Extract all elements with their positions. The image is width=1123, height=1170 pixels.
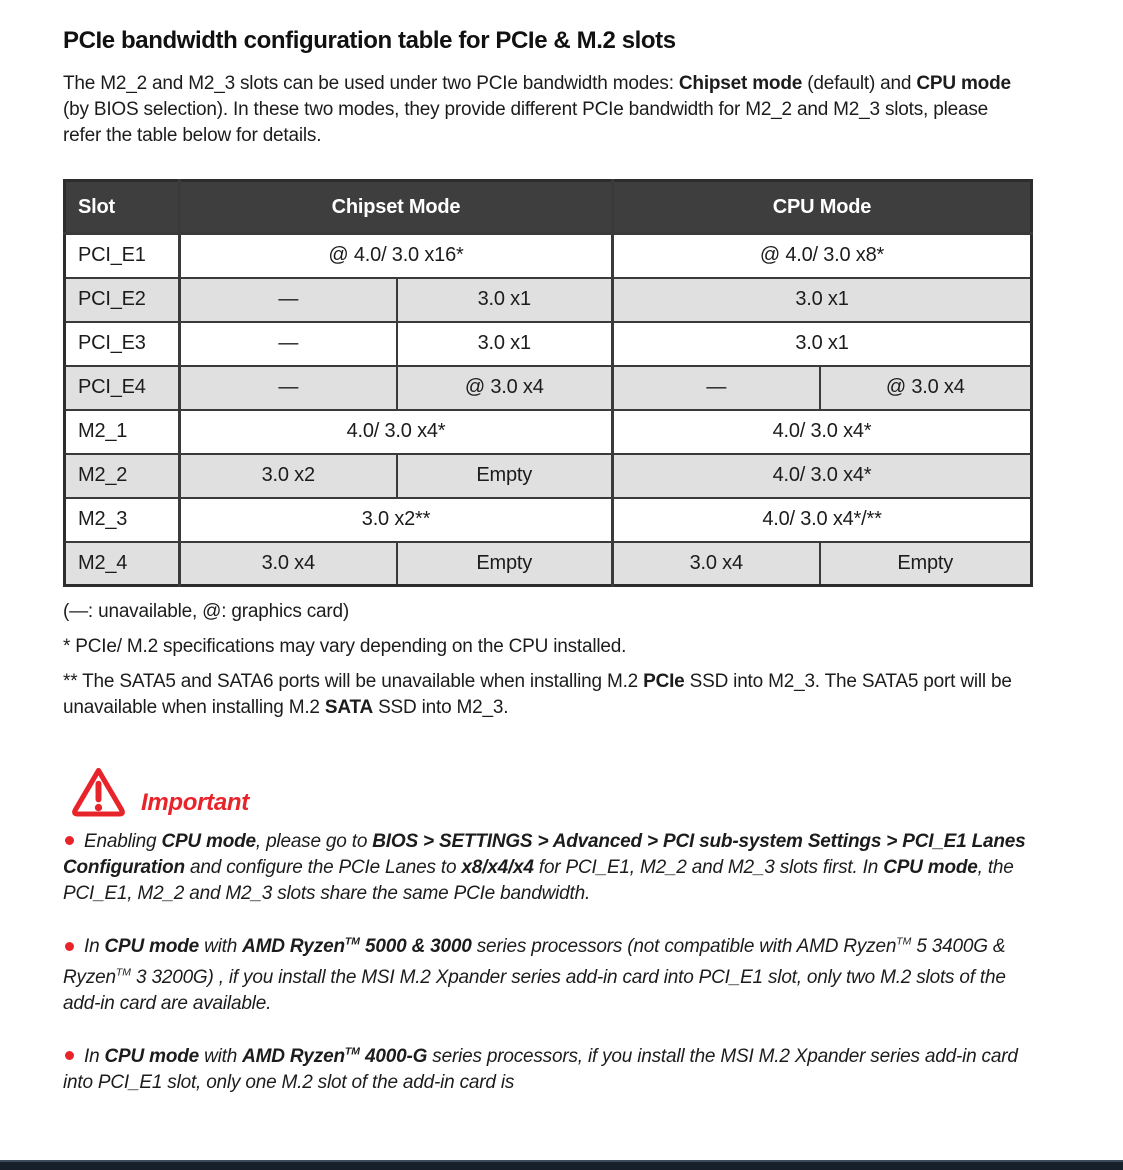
cell-m2-4-slot: M2_4 xyxy=(65,542,180,586)
note-double-asterisk: ** The SATA5 and SATA6 ports will be unavailable when installing M.2 PCIe SSD into M2_3. The SATA5 port will be unavailable when installing M.2 SATA SSD into M2_3. xyxy=(63,671,1012,718)
important-title: Important xyxy=(141,789,249,816)
bullet-dot-icon xyxy=(65,942,74,951)
cell-pci-e2-chipset-a: — xyxy=(180,278,397,322)
col-header-chipset-mode: Chipset Mode xyxy=(180,181,613,234)
cell-pci-e1-slot: PCI_E1 xyxy=(65,234,180,278)
table-legend: (—: unavailable, @: graphics card) xyxy=(63,601,350,622)
cell-m2-4-chipset-a: 3.0 x4 xyxy=(180,542,397,586)
table-row xyxy=(65,278,1032,322)
table-row xyxy=(65,498,1032,542)
cell-m2-3-slot: M2_3 xyxy=(65,498,180,542)
background-window-edge xyxy=(0,1160,1123,1170)
table-row xyxy=(65,542,1032,586)
cell-pci-e2-cpu: 3.0 x1 xyxy=(613,278,1032,322)
cell-pci-e3-chipset-a: — xyxy=(180,322,397,366)
cell-m2-1-slot: M2_1 xyxy=(65,410,180,454)
important-bullet-cpu-mode-bios xyxy=(63,829,1030,907)
cell-m2-3-cpu: 4.0/ 3.0 x4*/** xyxy=(613,498,1032,542)
bullet-text: In CPU mode with AMD Ryzen™ 4000-G series processors, if you install the MSI M.2 Xpander series add-in card into PCI_E1 slot, only one M.2 slot of the add-in card is xyxy=(63,1045,1018,1093)
cell-pci-e4-chipset-b: @ 3.0 x4 xyxy=(397,366,613,410)
cell-pci-e2-slot: PCI_E2 xyxy=(65,278,180,322)
bullet-dot-icon xyxy=(65,836,74,845)
note-single-asterisk: * PCIe/ M.2 specifications may vary depending on the CPU installed. xyxy=(63,636,627,657)
cell-pci-e2-chipset-b: 3.0 x1 xyxy=(397,278,613,322)
table-row xyxy=(65,454,1032,498)
table-header-row xyxy=(65,181,1032,234)
cell-m2-1-cpu: 4.0/ 3.0 x4* xyxy=(613,410,1032,454)
table-row xyxy=(65,366,1032,410)
cell-pci-e4-cpu-b: @ 3.0 x4 xyxy=(820,366,1032,410)
table-row xyxy=(65,322,1032,366)
cell-m2-2-slot: M2_2 xyxy=(65,454,180,498)
warning-triangle-icon xyxy=(71,766,126,818)
page-content xyxy=(63,27,1030,1096)
cell-pci-e4-cpu-a: — xyxy=(613,366,820,410)
bullet-dot-icon xyxy=(65,1051,74,1060)
important-bullet-ryzen-4000g xyxy=(63,1040,1030,1096)
important-section-header xyxy=(71,766,1030,818)
col-header-slot: Slot xyxy=(65,181,180,234)
bullet-text: In CPU mode with AMD Ryzen™ 5000 & 3000 series processors (not compatible with AMD Ryzen™ 5 3400G & Ryzen™ 3 3200G) , if you install the MSI M.2 Xpander series add-in card into PCI_E1 slot, only two M.2 slots of the add-in card are available. xyxy=(63,936,1006,1014)
cell-pci-e4-slot: PCI_E4 xyxy=(65,366,180,410)
cell-pci-e1-chipset: @ 4.0/ 3.0 x16* xyxy=(180,234,613,278)
bullet-text: Enabling CPU mode, please go to BIOS > SETTINGS > Advanced > PCI sub-system Settings > PCI_E1 Lanes Configuration and configure the PCIe Lanes to x8/x4/x4 for PCI_E1, M2_2 and M2_3 slots first. In CPU mode, the PCI_E1, M2_2 and M2_3 slots share the same PCIe bandwidth. xyxy=(63,831,1026,904)
important-bullet-ryzen-5000-3000 xyxy=(63,930,1030,1017)
table-row xyxy=(65,234,1032,278)
col-header-cpu-mode: CPU Mode xyxy=(613,181,1032,234)
bandwidth-table xyxy=(63,179,1033,587)
cell-pci-e4-chipset-a: — xyxy=(180,366,397,410)
cell-pci-e1-cpu: @ 4.0/ 3.0 x8* xyxy=(613,234,1032,278)
cell-m2-3-chipset: 3.0 x2** xyxy=(180,498,613,542)
manual-document-page xyxy=(0,27,1123,1170)
cell-m2-1-chipset: 4.0/ 3.0 x4* xyxy=(180,410,613,454)
cell-m2-4-cpu-b: Empty xyxy=(820,542,1032,586)
table-row xyxy=(65,410,1032,454)
page-title: PCIe bandwidth configuration table for PCIe & M.2 slots xyxy=(63,27,676,54)
cell-m2-2-cpu: 4.0/ 3.0 x4* xyxy=(613,454,1032,498)
cell-pci-e3-chipset-b: 3.0 x1 xyxy=(397,322,613,366)
cell-pci-e3-slot: PCI_E3 xyxy=(65,322,180,366)
cell-m2-4-chipset-b: Empty xyxy=(397,542,613,586)
cell-m2-2-chipset-a: 3.0 x2 xyxy=(180,454,397,498)
cell-m2-4-cpu-a: 3.0 x4 xyxy=(613,542,820,586)
cell-pci-e3-cpu: 3.0 x1 xyxy=(613,322,1032,366)
intro-paragraph: The M2_2 and M2_3 slots can be used under two PCIe bandwidth modes: Chipset mode (default) and CPU mode (by BIOS selection). In these two modes, they provide different PCIe bandwidth for M2_2 and M2_3 slots, please refer the table below for details. xyxy=(63,73,1011,146)
cell-m2-2-chipset-b: Empty xyxy=(397,454,613,498)
